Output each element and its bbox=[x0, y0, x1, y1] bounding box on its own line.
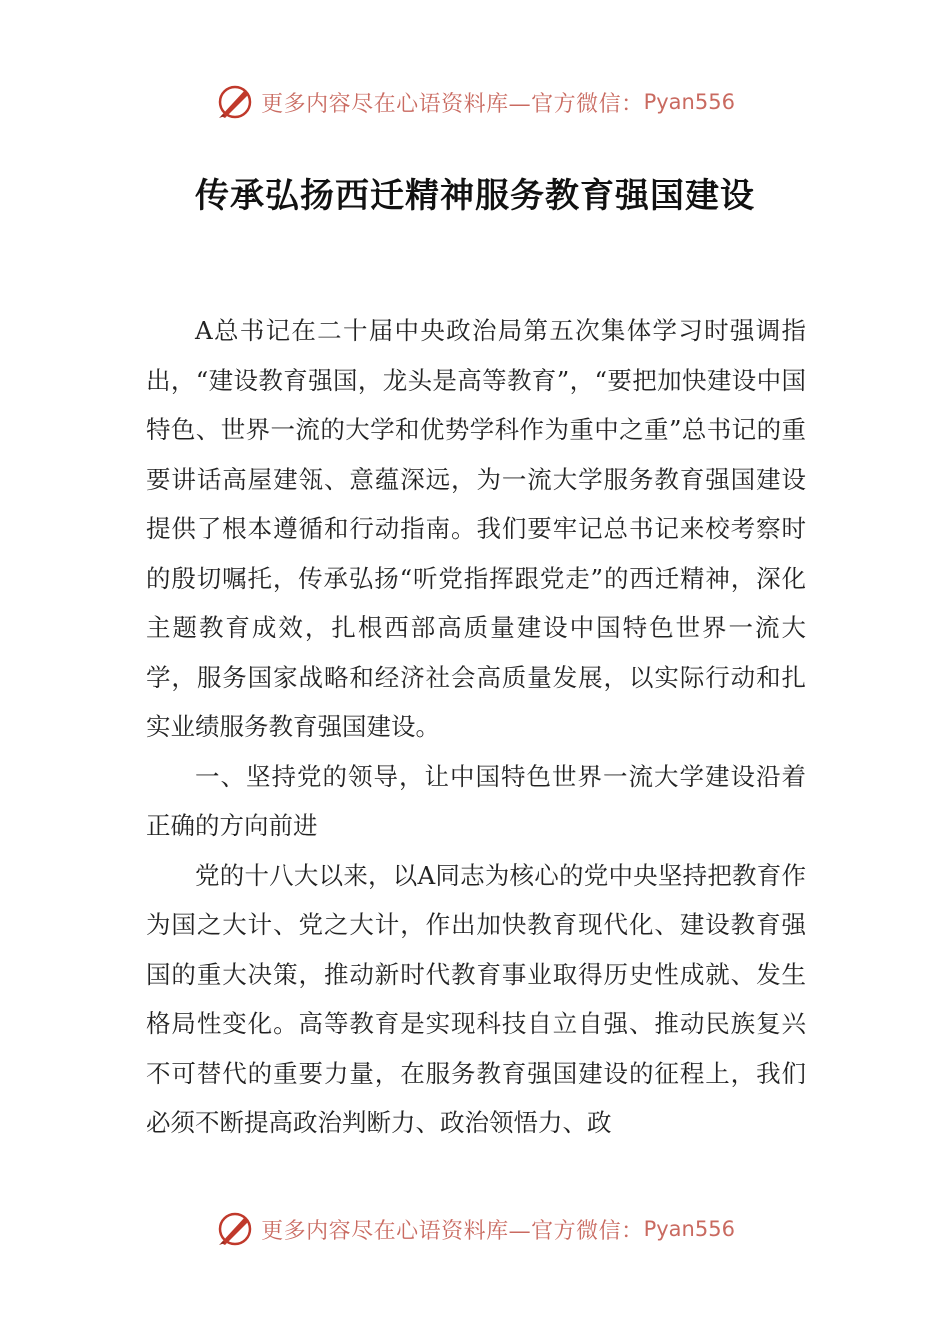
document-title: 传承弘扬西迁精神服务教育强国建设 bbox=[195, 176, 755, 216]
document-body bbox=[146, 306, 806, 1148]
wechat-id: Pyan556 bbox=[643, 90, 735, 114]
banner-text: 更多内容尽在心语资料库—官方微信： bbox=[261, 1218, 644, 1244]
footer-banner bbox=[0, 1207, 950, 1251]
header-banner bbox=[0, 80, 950, 124]
wechat-id: Pyan556 bbox=[643, 1217, 735, 1241]
paragraph: A总书记在二十届中央政治局第五次集体学习时强调指出，“建设教育强国，龙头是高等教育”，“要把加快建设中国特色、世界一流的大学和优势学科作为重中之重”总书记的重要讲话高屋建瓴、意蕴深远，为一流大学服务教育强国建设提供了根本遵循和行动指南。我们要牢记总书记来校考察时的殷切嘱托，传承弘扬“听党指挥跟党走”的西迁精神，深化主题教育成效，扎根西部高质量建设中国特色世界一流大学，服务国家战略和经济社会高质量发展，以实际行动和扎实业绩服务教育强国建设。 bbox=[146, 316, 806, 741]
banner-text: 更多内容尽在心语资料库—官方微信： bbox=[261, 91, 644, 117]
pen-logo-icon bbox=[215, 82, 255, 122]
section-heading: 一、坚持党的领导，让中国特色世界一流大学建设沿着正确的方向前进 bbox=[146, 761, 806, 840]
pen-logo-icon bbox=[215, 1209, 255, 1249]
paragraph: 党的十八大以来，以A同志为核心的党中央坚持把教育作为国之大计、党之大计，作出加快教育现代化、建设教育强国的重大决策，推动新时代教育事业取得历史性成就、发生格局性变化。高等教育是实现科技自立自强、推动民族复兴不可替代的重要力量，在服务教育强国建设的征程上，我们必须不断提高政治判断力、政治领悟力、政 bbox=[146, 860, 806, 1137]
